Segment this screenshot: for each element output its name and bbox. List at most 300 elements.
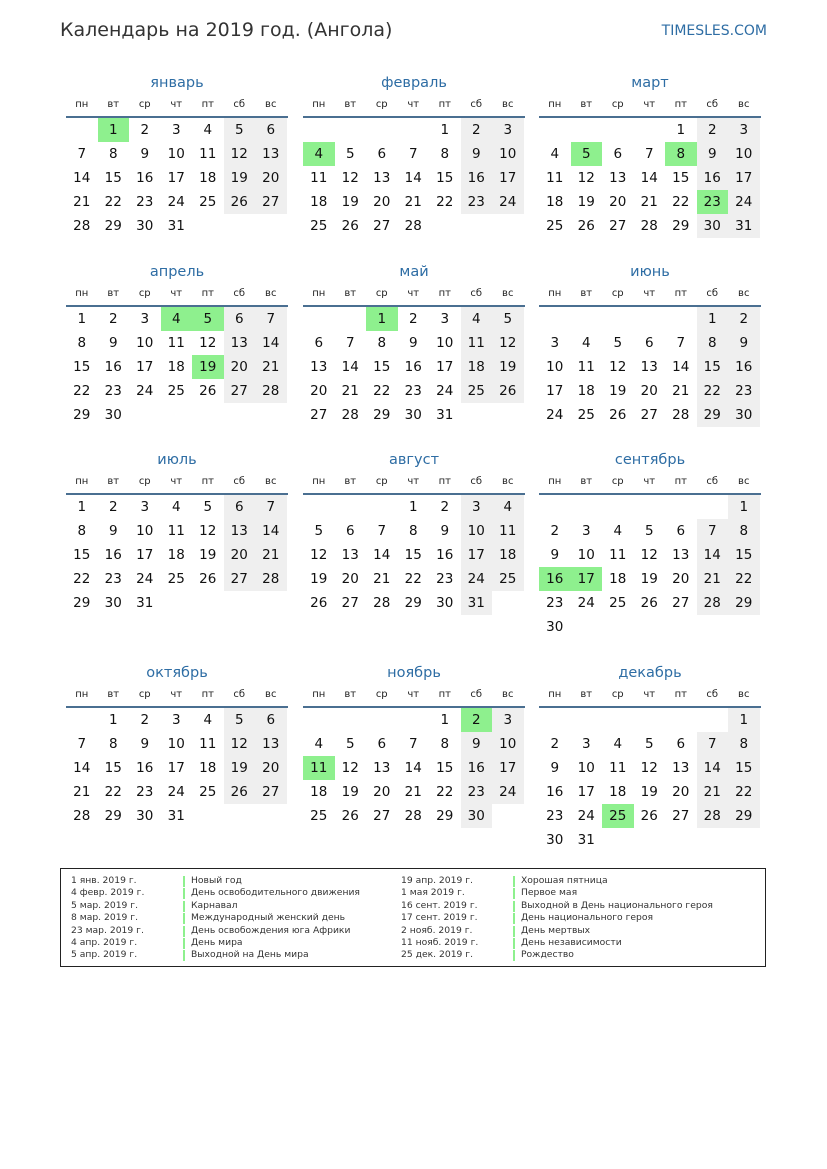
day-cell: 22 bbox=[73, 571, 91, 587]
day-cell: 14 bbox=[73, 170, 91, 186]
day-cell: 16 bbox=[461, 166, 493, 190]
empty-cell bbox=[66, 118, 98, 142]
legend-date: 1 янв. 2019 г. bbox=[71, 875, 137, 886]
day-cell: 24 bbox=[577, 808, 595, 824]
days-grid bbox=[539, 495, 761, 639]
legend-name: Новый год bbox=[191, 875, 242, 886]
day-cell: 16 bbox=[404, 359, 422, 375]
weekday-label: сб bbox=[233, 476, 246, 487]
day-cell: 14 bbox=[73, 760, 91, 776]
day-cell: 10 bbox=[492, 732, 524, 756]
day-cell: 23 bbox=[404, 383, 422, 399]
empty-cell bbox=[66, 708, 98, 732]
day-cell: 26 bbox=[199, 383, 217, 399]
weekday-label: пт bbox=[674, 288, 687, 299]
day-cell: 14 bbox=[255, 519, 287, 543]
day-cell: 17 bbox=[136, 359, 154, 375]
day-cell: 12 bbox=[492, 331, 524, 355]
day-cell: 28 bbox=[73, 808, 91, 824]
day-cell: 19 bbox=[224, 756, 256, 780]
day-cell: 26 bbox=[577, 218, 595, 234]
day-cell: 17 bbox=[136, 547, 154, 563]
weekday-label: пт bbox=[438, 288, 451, 299]
legend-date: 1 мая 2019 г. bbox=[401, 887, 465, 899]
day-cell: 7 bbox=[697, 732, 729, 756]
day-cell: 20 bbox=[255, 756, 287, 780]
weekday-label: чт bbox=[170, 99, 183, 110]
holiday-marker bbox=[183, 876, 185, 887]
day-cell: 2 bbox=[440, 499, 450, 515]
day-cell: 13 bbox=[255, 142, 287, 166]
holiday-marker bbox=[513, 950, 515, 961]
weekday-label: пн bbox=[75, 689, 89, 700]
month-block bbox=[66, 261, 288, 427]
day-cell: 30 bbox=[104, 407, 122, 423]
day-cell: 23 bbox=[546, 808, 564, 824]
day-cell: 7 bbox=[377, 523, 387, 539]
day-cell: 14 bbox=[672, 359, 690, 375]
day-cell: 10 bbox=[577, 547, 595, 563]
day-cell: 3 bbox=[440, 311, 450, 327]
empty-cell bbox=[665, 307, 697, 331]
day-cell: 12 bbox=[577, 170, 595, 186]
day-cell: 20 bbox=[640, 383, 658, 399]
empty-cell bbox=[539, 708, 571, 732]
day-cell: 23 bbox=[436, 571, 454, 587]
day-cell: 15 bbox=[404, 547, 422, 563]
day-cell: 18 bbox=[546, 194, 564, 210]
weekday-label: вс bbox=[738, 288, 750, 299]
weekday-label: ср bbox=[611, 288, 624, 299]
legend-date: 11 нояб. 2019 г. bbox=[401, 936, 479, 948]
day-cell: 10 bbox=[136, 523, 154, 539]
day-cell: 5 bbox=[345, 736, 355, 752]
weekday-label: пт bbox=[438, 689, 451, 700]
legend-date: 5 мар. 2019 г. bbox=[71, 899, 139, 911]
day-cell: 6 bbox=[676, 736, 686, 752]
holiday-marker bbox=[513, 901, 515, 912]
day-cell: 6 bbox=[255, 708, 287, 732]
day-cell: 9 bbox=[461, 732, 493, 756]
weekday-label: чт bbox=[643, 288, 656, 299]
day-cell: 6 bbox=[314, 335, 324, 351]
day-cell: 7 bbox=[345, 335, 355, 351]
day-cell: 18 bbox=[167, 359, 185, 375]
day-cell: 22 bbox=[436, 194, 454, 210]
legend-name: День мертвых bbox=[521, 924, 591, 936]
day-cell: 16 bbox=[461, 756, 493, 780]
empty-cell bbox=[398, 118, 430, 142]
empty-cell bbox=[634, 118, 666, 142]
weekday-label: ср bbox=[375, 288, 388, 299]
day-cell: 1 bbox=[440, 712, 450, 728]
day-cell: 12 bbox=[199, 523, 217, 539]
day-cell: 12 bbox=[341, 170, 359, 186]
day-cell: 29 bbox=[404, 595, 422, 611]
holiday-marker bbox=[513, 938, 515, 949]
day-cell: 18 bbox=[577, 383, 595, 399]
day-cell: 8 bbox=[77, 335, 87, 351]
weekday-header bbox=[539, 94, 761, 118]
day-cell: 5 bbox=[492, 307, 524, 331]
weekday-label: пн bbox=[312, 99, 326, 110]
day-cell: 30 bbox=[136, 808, 154, 824]
day-cell: 16 bbox=[697, 166, 729, 190]
empty-cell bbox=[602, 495, 634, 519]
day-cell: 15 bbox=[73, 359, 91, 375]
day-cell: 24 bbox=[461, 567, 493, 591]
weekday-label: вт bbox=[344, 288, 357, 299]
weekday-label: чт bbox=[407, 476, 420, 487]
day-cell: 17 bbox=[167, 170, 185, 186]
weekday-label: вс bbox=[502, 288, 514, 299]
day-cell: 1 bbox=[77, 311, 87, 327]
day-cell: 24 bbox=[492, 190, 524, 214]
weekday-label: чт bbox=[170, 288, 183, 299]
day-cell: 9 bbox=[461, 142, 493, 166]
day-cell: 8 bbox=[440, 146, 450, 162]
day-cell: 29 bbox=[672, 218, 690, 234]
day-cell: 24 bbox=[136, 383, 154, 399]
weekday-label: ср bbox=[375, 689, 388, 700]
day-cell: 19 bbox=[310, 571, 328, 587]
month-name: декабрь bbox=[618, 665, 682, 681]
day-cell: 26 bbox=[640, 595, 658, 611]
day-cell: 11 bbox=[492, 519, 524, 543]
weekday-label: пн bbox=[75, 288, 89, 299]
day-cell: 18 bbox=[167, 547, 185, 563]
holiday-day-cell: 8 bbox=[665, 142, 697, 166]
day-cell: 30 bbox=[728, 403, 760, 427]
day-cell: 13 bbox=[373, 170, 391, 186]
holiday-marker bbox=[183, 938, 185, 949]
weekday-label: пт bbox=[201, 288, 214, 299]
month-name: январь bbox=[150, 75, 204, 91]
day-cell: 9 bbox=[108, 523, 118, 539]
day-cell: 1 bbox=[77, 499, 87, 515]
day-cell: 10 bbox=[167, 736, 185, 752]
day-cell: 22 bbox=[436, 784, 454, 800]
day-cell: 28 bbox=[341, 407, 359, 423]
legend-date: 23 мар. 2019 г. bbox=[71, 924, 144, 936]
weekday-label: сб bbox=[233, 99, 246, 110]
days-grid bbox=[303, 495, 525, 615]
legend-name: День освобождения юга Африки bbox=[191, 924, 351, 936]
legend-date: 4 апр. 2019 г. bbox=[71, 936, 138, 948]
day-cell: 18 bbox=[609, 571, 627, 587]
day-cell: 10 bbox=[728, 142, 760, 166]
day-cell: 31 bbox=[728, 214, 760, 238]
day-cell: 10 bbox=[492, 142, 524, 166]
day-cell: 15 bbox=[672, 170, 690, 186]
holiday-day-cell: 5 bbox=[192, 307, 224, 331]
day-cell: 9 bbox=[697, 142, 729, 166]
day-cell: 12 bbox=[341, 760, 359, 776]
day-cell: 15 bbox=[104, 170, 122, 186]
legend-date: 5 апр. 2019 г. bbox=[71, 949, 138, 961]
weekday-label: пт bbox=[201, 689, 214, 700]
weekday-label: ср bbox=[138, 288, 151, 299]
day-cell: 18 bbox=[199, 760, 217, 776]
day-cell: 28 bbox=[640, 218, 658, 234]
weekday-label: сб bbox=[470, 476, 483, 487]
days-grid bbox=[303, 307, 525, 427]
weekday-label: сб bbox=[470, 99, 483, 110]
day-cell: 30 bbox=[461, 804, 493, 828]
day-cell: 8 bbox=[440, 736, 450, 752]
weekday-label: вс bbox=[738, 99, 750, 110]
month-block bbox=[539, 261, 761, 427]
day-cell: 7 bbox=[255, 495, 287, 519]
empty-cell bbox=[571, 495, 603, 519]
day-cell: 8 bbox=[697, 331, 729, 355]
weekday-label: вс bbox=[502, 689, 514, 700]
weekday-label: вт bbox=[580, 99, 593, 110]
day-cell: 6 bbox=[676, 523, 686, 539]
day-cell: 19 bbox=[640, 784, 658, 800]
day-cell: 24 bbox=[167, 784, 185, 800]
day-cell: 14 bbox=[404, 760, 422, 776]
days-grid bbox=[66, 495, 288, 615]
day-cell: 13 bbox=[224, 331, 256, 355]
days-grid bbox=[66, 307, 288, 427]
day-cell: 29 bbox=[104, 218, 122, 234]
weekday-label: сб bbox=[706, 288, 719, 299]
holiday-day-cell: 23 bbox=[697, 190, 729, 214]
day-cell: 30 bbox=[697, 214, 729, 238]
weekday-label: сб bbox=[706, 476, 719, 487]
day-cell: 5 bbox=[345, 146, 355, 162]
day-cell: 6 bbox=[644, 335, 654, 351]
holiday-day-cell: 1 bbox=[366, 307, 398, 331]
weekday-label: вт bbox=[107, 99, 120, 110]
day-cell: 7 bbox=[644, 146, 654, 162]
month-block bbox=[303, 662, 525, 828]
day-cell: 9 bbox=[550, 760, 560, 776]
day-cell: 9 bbox=[140, 146, 150, 162]
holiday-legend bbox=[60, 868, 766, 967]
day-cell: 19 bbox=[492, 355, 524, 379]
weekday-label: чт bbox=[643, 689, 656, 700]
day-cell: 11 bbox=[310, 170, 328, 186]
legend-name: Выходной на День мира bbox=[191, 949, 309, 961]
day-cell: 27 bbox=[310, 407, 328, 423]
days-grid bbox=[66, 118, 288, 238]
day-cell: 9 bbox=[140, 736, 150, 752]
day-cell: 26 bbox=[492, 379, 524, 403]
weekday-label: ср bbox=[138, 476, 151, 487]
day-cell: 12 bbox=[640, 760, 658, 776]
weekday-label: ср bbox=[611, 99, 624, 110]
page-title: Календарь на 2019 год. (Ангола) bbox=[60, 19, 393, 41]
day-cell: 13 bbox=[373, 760, 391, 776]
empty-cell bbox=[539, 495, 571, 519]
day-cell: 27 bbox=[224, 567, 256, 591]
empty-cell bbox=[303, 118, 335, 142]
day-cell: 5 bbox=[644, 523, 654, 539]
day-cell: 3 bbox=[171, 712, 181, 728]
day-cell: 15 bbox=[697, 355, 729, 379]
day-cell: 3 bbox=[492, 708, 524, 732]
day-cell: 22 bbox=[373, 383, 391, 399]
day-cell: 11 bbox=[461, 331, 493, 355]
month-name: февраль bbox=[381, 75, 447, 91]
day-cell: 4 bbox=[613, 736, 623, 752]
day-cell: 13 bbox=[310, 359, 328, 375]
day-cell: 17 bbox=[461, 543, 493, 567]
day-cell: 19 bbox=[640, 571, 658, 587]
day-cell: 4 bbox=[203, 122, 213, 138]
day-cell: 21 bbox=[255, 355, 287, 379]
day-cell: 20 bbox=[672, 571, 690, 587]
day-cell: 27 bbox=[672, 595, 690, 611]
day-cell: 15 bbox=[436, 760, 454, 776]
weekday-label: вс bbox=[502, 476, 514, 487]
legend-name: День национального героя bbox=[521, 912, 654, 924]
holiday-day-cell: 25 bbox=[602, 804, 634, 828]
holiday-day-cell: 11 bbox=[303, 756, 335, 780]
holiday-day-cell: 2 bbox=[461, 708, 493, 732]
day-cell: 5 bbox=[203, 499, 213, 515]
day-cell: 30 bbox=[136, 218, 154, 234]
weekday-label: чт bbox=[170, 689, 183, 700]
site-link[interactable]: TIMESLES.COM bbox=[661, 23, 767, 39]
weekday-label: вт bbox=[344, 99, 357, 110]
weekday-label: чт bbox=[643, 99, 656, 110]
weekday-label: ср bbox=[138, 689, 151, 700]
day-cell: 26 bbox=[341, 808, 359, 824]
day-cell: 24 bbox=[136, 571, 154, 587]
day-cell: 11 bbox=[199, 736, 217, 752]
weekday-header bbox=[303, 684, 525, 708]
day-cell: 8 bbox=[408, 523, 418, 539]
empty-cell bbox=[602, 708, 634, 732]
weekday-header bbox=[539, 471, 761, 495]
day-cell: 26 bbox=[224, 780, 256, 804]
legend-date: 19 апр. 2019 г. bbox=[401, 875, 473, 886]
day-cell: 2 bbox=[550, 523, 560, 539]
day-cell: 17 bbox=[436, 359, 454, 375]
legend-name: День освободительного движения bbox=[191, 887, 360, 899]
empty-cell bbox=[335, 708, 367, 732]
day-cell: 18 bbox=[461, 355, 493, 379]
day-cell: 11 bbox=[609, 760, 627, 776]
weekday-header bbox=[66, 471, 288, 495]
empty-cell bbox=[634, 495, 666, 519]
day-cell: 19 bbox=[577, 194, 595, 210]
day-cell: 11 bbox=[577, 359, 595, 375]
day-cell: 15 bbox=[104, 760, 122, 776]
day-cell: 22 bbox=[728, 780, 760, 804]
month-block bbox=[66, 662, 288, 828]
day-cell: 27 bbox=[640, 407, 658, 423]
weekday-label: вт bbox=[580, 689, 593, 700]
day-cell: 14 bbox=[255, 331, 287, 355]
holiday-day-cell: 4 bbox=[303, 142, 335, 166]
day-cell: 10 bbox=[546, 359, 564, 375]
day-cell: 13 bbox=[672, 760, 690, 776]
holiday-marker bbox=[183, 926, 185, 937]
day-cell: 12 bbox=[224, 142, 256, 166]
day-cell: 11 bbox=[199, 146, 217, 162]
day-cell: 26 bbox=[640, 808, 658, 824]
weekday-label: пн bbox=[548, 689, 562, 700]
day-cell: 25 bbox=[167, 383, 185, 399]
day-cell: 15 bbox=[436, 170, 454, 186]
month-name: август bbox=[388, 452, 440, 468]
weekday-header bbox=[539, 684, 761, 708]
day-cell: 10 bbox=[461, 519, 493, 543]
day-cell: 17 bbox=[728, 166, 760, 190]
weekday-label: чт bbox=[407, 689, 420, 700]
day-cell: 5 bbox=[314, 523, 324, 539]
weekday-label: ср bbox=[375, 99, 388, 110]
day-cell: 3 bbox=[171, 122, 181, 138]
weekday-label: пт bbox=[674, 99, 687, 110]
day-cell: 17 bbox=[492, 756, 524, 780]
day-cell: 21 bbox=[373, 571, 391, 587]
day-cell: 7 bbox=[408, 146, 418, 162]
weekday-label: пн bbox=[548, 476, 562, 487]
day-cell: 30 bbox=[104, 595, 122, 611]
day-cell: 21 bbox=[73, 784, 91, 800]
day-cell: 7 bbox=[408, 736, 418, 752]
day-cell: 9 bbox=[408, 335, 418, 351]
month-name: сентябрь bbox=[614, 452, 686, 468]
day-cell: 23 bbox=[461, 190, 493, 214]
day-cell: 6 bbox=[377, 736, 387, 752]
day-cell: 3 bbox=[140, 499, 150, 515]
weekday-label: пн bbox=[75, 99, 89, 110]
day-cell: 29 bbox=[104, 808, 122, 824]
day-cell: 12 bbox=[199, 335, 217, 351]
day-cell: 1 bbox=[728, 708, 760, 732]
weekday-label: вс bbox=[502, 99, 514, 110]
day-cell: 17 bbox=[577, 784, 595, 800]
empty-cell bbox=[335, 118, 367, 142]
weekday-label: вт bbox=[344, 689, 357, 700]
weekday-label: пт bbox=[438, 99, 451, 110]
legend-name: Хорошая пятница bbox=[521, 875, 608, 886]
day-cell: 6 bbox=[224, 307, 256, 331]
day-cell: 12 bbox=[640, 547, 658, 563]
legend-date: 16 сент. 2019 г. bbox=[401, 899, 478, 911]
day-cell: 23 bbox=[136, 194, 154, 210]
weekday-header bbox=[303, 283, 525, 307]
month-name: март bbox=[631, 75, 669, 91]
weekday-header bbox=[303, 471, 525, 495]
day-cell: 30 bbox=[546, 619, 564, 635]
holiday-marker bbox=[513, 926, 515, 937]
empty-cell bbox=[665, 708, 697, 732]
legend-date: 8 мар. 2019 г. bbox=[71, 912, 139, 924]
weekday-label: пн bbox=[312, 689, 326, 700]
day-cell: 7 bbox=[255, 307, 287, 331]
weekday-header bbox=[66, 94, 288, 118]
month-block bbox=[539, 662, 761, 852]
weekday-label: вт bbox=[107, 476, 120, 487]
weekday-label: ср bbox=[611, 689, 624, 700]
day-cell: 1 bbox=[108, 712, 118, 728]
day-cell: 28 bbox=[697, 591, 729, 615]
day-cell: 7 bbox=[676, 335, 686, 351]
day-cell: 12 bbox=[310, 547, 328, 563]
weekday-label: вс bbox=[265, 99, 277, 110]
day-cell: 29 bbox=[373, 407, 391, 423]
day-cell: 23 bbox=[461, 780, 493, 804]
day-cell: 7 bbox=[77, 146, 87, 162]
day-cell: 5 bbox=[644, 736, 654, 752]
